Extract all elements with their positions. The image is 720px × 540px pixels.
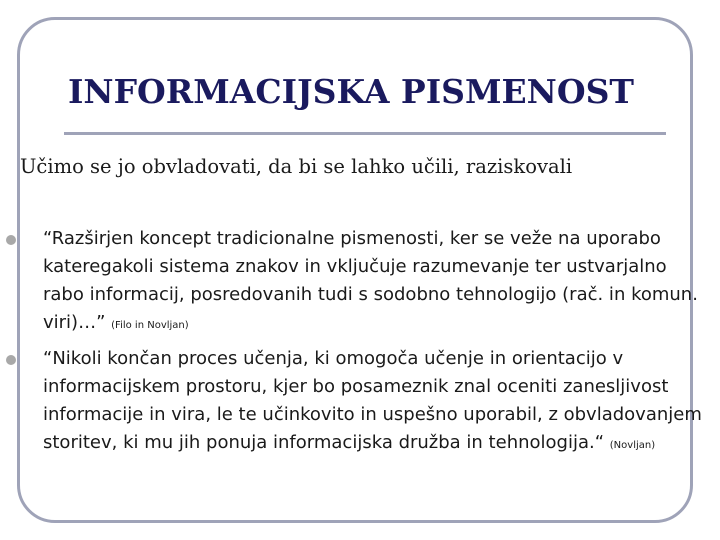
- bullet-citation: (Filo in Novljan): [111, 320, 189, 331]
- bullet-dot-icon: [6, 355, 16, 365]
- bullet-citation: (Novljan): [609, 440, 656, 451]
- slide-title: INFORMACIJSKA PISMENOST: [68, 72, 634, 111]
- bullet-item: [43, 345, 708, 460]
- bullet-dot-icon: [6, 235, 16, 245]
- bullet-text: “Nikoli končan proces učenja, ki omogoča učenje in orientacijo v informacijskem prostoru, kjer bo posameznik znal oceniti zanesljivost informacije in vira, le te učinkovito in uspešno uporabil, z obvladovanjem storitev, ki mu jih ponuja informacijska družba in tehnologija.“: [43, 348, 702, 453]
- bullet-item: [43, 225, 708, 340]
- title-divider: [64, 132, 666, 135]
- slide-subtitle: Učimo se jo obvladovati, da bi se lahko učili, raziskovali: [20, 155, 573, 178]
- bullet-text: “Razširjen koncept tradicionalne pismenosti, ker se veže na uporabo kateregakoli sistema znakov in vključuje razumevanje ter ustvarjalno rabo informacij, posredovanih tudi s sodobno tehnologijo (rač. in komun. viri)…”: [43, 228, 698, 333]
